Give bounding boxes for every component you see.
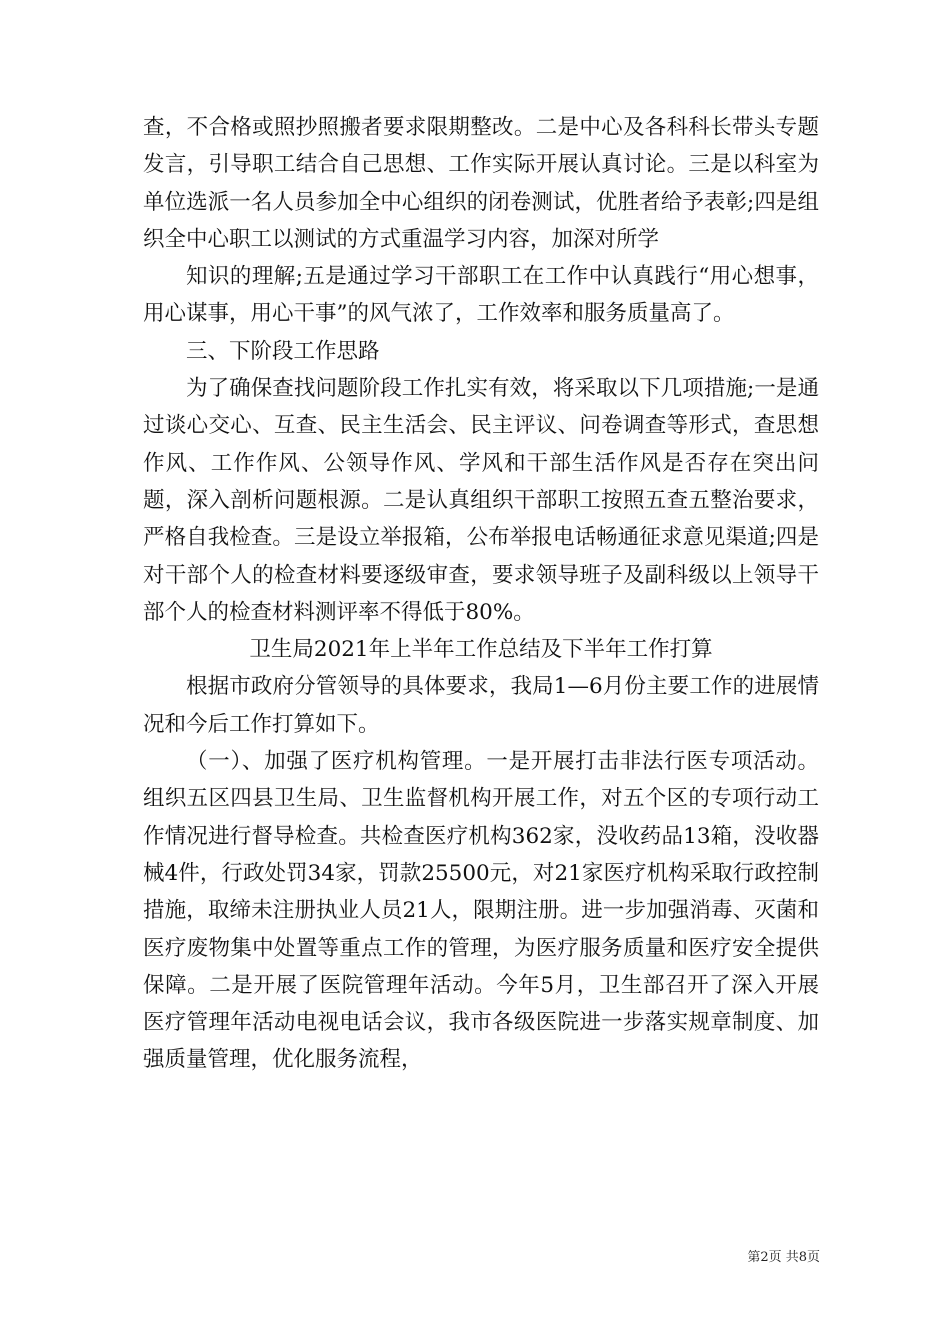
section-heading: 三、下阶段工作思路 [186, 338, 380, 364]
page-number: 第2页 共8页 [747, 1250, 820, 1265]
paragraph-knowledge: 知识的理解;五是通过学习干部职工在工作中认真践行“用心想事，用心谋事，用心干事”的风气浓了，工作效率和服务质量高了。 [143, 264, 819, 327]
document-title: 卫生局2021年上半年工作总结及下半年工作打算 [249, 637, 713, 663]
paragraph-medical-management: （一）、加强了医疗机构管理。一是开展打击非法行医专项活动。组织五区四县卫生局、卫生监督机构开展工作，对五个区的专项行动工作情况进行督导检查。共检查医疗机构362家，没收药品13箱，没收器械4件，行政处罚34家，罚款25500元，对21家医疗机构采取行政控制措施，取缔未注册执业人员21人，限期注册。进一步加强消毒、灭菌和医疗废物集中处置等重点工作的管理，为医疗服务质量和医疗安全提供保障。二是开展了医院管理年活动。今年5月，卫生部召开了深入开展医疗管理年活动电视电话会议，我市各级医院进一步落实规章制度、加强质量管理，优化服务流程， [143, 749, 819, 1073]
document-body [143, 109, 819, 1079]
paragraph-intro: 根据市政府分管领导的具体要求，我局1—6月份主要工作的进展情况和今后工作打算如下。 [143, 674, 819, 737]
paragraph-measures: 为了确保查找问题阶段工作扎实有效，将采取以下几项措施;一是通过谈心交心、互查、民主生活会、民主评议、问卷调查等形式，查思想作风、工作作风、公领导作风、学风和干部生活作风是否存在突出问题，深入剖析问题根源。二是认真组织干部职工按照五查五整治要求，严格自我检查。三是设立举报箱，公布举报电话畅通征求意见渠道;四是对干部个人的检查材料要逐级审查，要求领导班子及副科级以上领导干部个人的检查材料测评率不得低于80%。 [143, 376, 819, 625]
paragraph-continuation: 查，不合格或照抄照搬者要求限期整改。二是中心及各科科长带头专题发言，引导职工结合自己思想、工作实际开展认真讨论。三是以科室为单位选派一名人员参加全中心组织的闭卷测试，优胜者给予表彰;四是组织全中心职工以测试的方式重温学习内容，加深对所学 [143, 115, 819, 252]
